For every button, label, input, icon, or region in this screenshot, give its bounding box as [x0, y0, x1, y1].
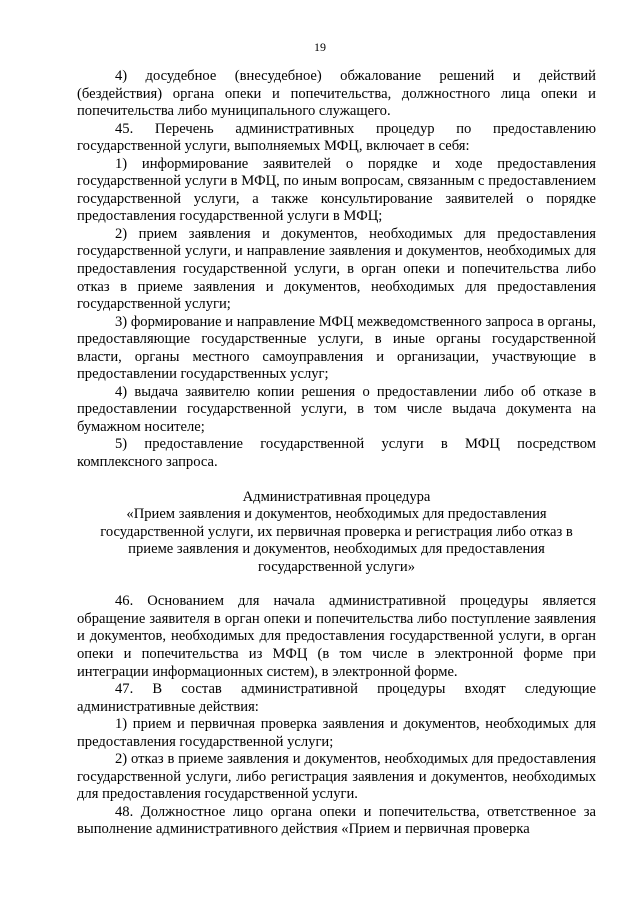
paragraph-47-item-1: 1) прием и первичная проверка заявления и документов, необходимых для предоставления государственной услуги;	[77, 716, 596, 750]
section-heading-subtitle: «Прием заявления и документов, необходимых для предоставления государственной услуги, их первичная проверка и регистрация либо отказ в приеме заявления и документов, необходимых для предоставления государственной услуги»	[100, 506, 573, 575]
paragraph-48: 48. Должностное лицо органа опеки и попечительства, ответственное за выполнение административного действия «Прием и первичная проверка	[77, 803, 596, 838]
document-body	[77, 68, 596, 839]
paragraph-46: 46. Основанием для начала административной процедуры является обращение заявителя в орган опеки и попечительства либо поступление заявления и документов, необходимых для предоставления государственной услуги, в орган опеки и попечительства из МФЦ (в том числе в электронной форме при интеграции информационных систем), в электронной форме.	[77, 593, 596, 680]
paragraph-item-4-appeal: 4) досудебное (внесудебное) обжалование решений и действий (бездействия) органа опеки и попечительства, должностного лица опеки и попечительства либо муниципального служащего.	[77, 68, 596, 120]
section-heading	[77, 489, 596, 577]
paragraph-item-4-issuance: 4) выдача заявителю копии решения о предоставлении либо об отказе в предоставлении государственной услуги, в том числе выдача документа на бумажном носителе;	[77, 383, 596, 435]
paragraph-item-2-reception: 2) прием заявления и документов, необходимых для предоставления государственной услуги, и направление заявления и документов, необходимых для предоставления государственной услуги, в орган опеки и попечительства либо отказ в приеме заявления и документов, необходимых для предоставления государственной услуги;	[77, 225, 596, 313]
section-heading-title: Административная процедура	[242, 488, 431, 505]
paragraph-45: 45. Перечень административных процедур по предоставлению государственной услуги, выполняемых МФЦ, включает в себя:	[77, 120, 596, 155]
paragraph-item-3-request: 3) формирование и направление МФЦ межведомственного запроса в органы, предоставляющие государственные услуги, в иные органы государственной власти, органы местного самоуправления и организации, участвующие в предоставлении государственных услуг;	[77, 313, 596, 383]
paragraph-item-5-complex: 5) предоставление государственной услуги в МФЦ посредством комплексного запроса.	[77, 436, 596, 471]
paragraph-item-1-informing: 1) информирование заявителей о порядке и ходе предоставления государственной услуги в МФЦ, по иным вопросам, связанным с предоставлением государственной услуги, а также консультирование заявителей о порядке предоставления государственной услуги в МФЦ;	[77, 155, 596, 225]
paragraph-47: 47. В состав административной процедуры входят следующие административные действия:	[77, 681, 596, 715]
paragraph-47-item-2: 2) отказ в приеме заявления и документов, необходимых для предоставления государственной услуги, либо регистрация заявления и документов, необходимых для предоставления государственной услуги.	[77, 751, 596, 803]
page-number: 19	[314, 40, 326, 54]
